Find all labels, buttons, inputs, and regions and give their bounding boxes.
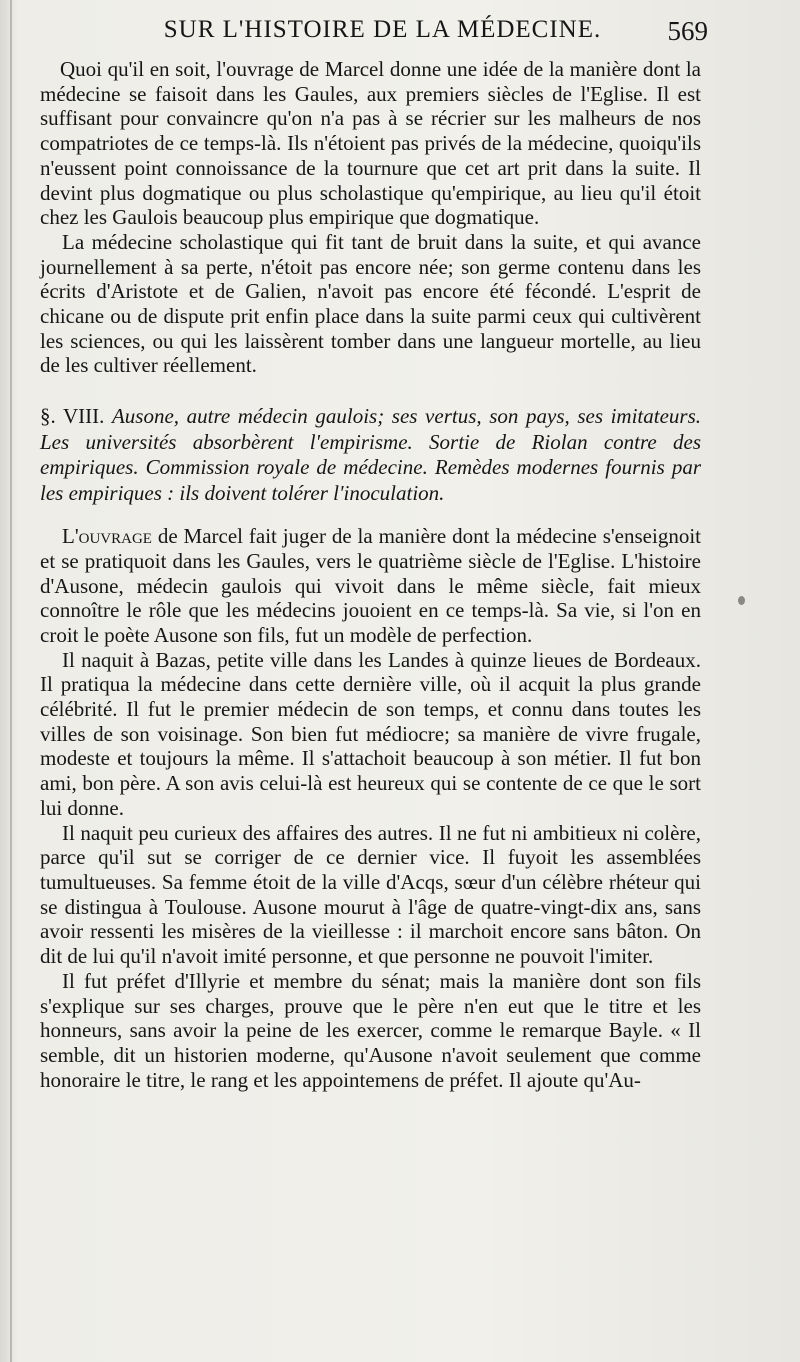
opening-word: L'ouvrage bbox=[62, 524, 152, 549]
paragraph-3 bbox=[40, 524, 701, 648]
paragraph-5: Il naquit peu curieux des affaires des autres. Il ne fut ni ambitieux ni colère, parce qu'il sut se corriger de ce dernier vice. Il fuyoit les assemblées tumultueuses. Sa femme étoit de la ville d'Acqs, sœur d'un célèbre rhéteur qui se distingua à Toulouse. Ausone mourut à l'âge de quatre-vingt-dix ans, sans avoir ressenti les misères de la vieillesse : il marchoit encore sans bâton. On dit de lui qu'il n'avoit imité personne, et que personne ne pouvoit l'imiter. bbox=[40, 820, 701, 969]
section-number: §. VIII. bbox=[40, 404, 105, 429]
section-heading bbox=[40, 404, 701, 506]
paragraph-3-text: de Marcel fait juger de la manière dont la médecine s'enseignoit et se pratiquoit dans les Gaules, vers le quatrième siècle de l'Eglise. L'histoire d'Ausone, médecin gaulois qui vivoit dans le même siècle, fait mieux connoître le rôle que les médecins jouoient en ce temps-là. Sa vie, si l'on en croit le poète Ausone son fils, fut un modèle de perfection. bbox=[40, 524, 701, 647]
paragraph-4: Il naquit à Bazas, petite ville dans les Landes à quinze lieues de Bordeaux. Il pratiqua la médecine dans cette dernière ville, où il acquit la plus grande célébrité. Il fut le premier médecin de son temps, et connu dans toutes les villes de son voisinage. Son bien fut médiocre; sa manière de vivre frugale, modeste et toujours la même. Il s'attachoit beaucoup à son métier. Il fut bon ami, bon père. A son avis celui-là est heureux qui se contente de ce que le sort lui donne. bbox=[40, 647, 701, 820]
scan-edge-shadow bbox=[10, 0, 12, 1362]
paragraph-2: La médecine scholastique qui fit tant de bruit dans la suite, et qui avance journellement à sa perte, n'étoit pas encore née; son germe contenu dans les écrits d'Aristote et de Galien, n'avoit pas encore été fécondé. L'esprit de chicane ou de dispute prit enfin place dans la suite parmi ceux qui cultivèrent les sciences, ou qui les laissèrent tomber dans une langueur mortelle, au lieu de les cultiver réellement. bbox=[40, 229, 701, 378]
section-summary: Ausone, autre médecin gaulois; ses vertus, son pays, ses imitateurs. Les universités absorbèrent l'empirisme. Sortie de Riolan contre des empiriques. Commission royale de médecine. Remèdes modernes fournis par les empiriques : ils doivent tolérer l'inoculation. bbox=[40, 404, 702, 505]
running-header: SUR L'HISTOIRE DE LA MÉDECINE. bbox=[163, 16, 602, 43]
paragraph-1: Quoi qu'il en soit, l'ouvrage de Marcel donne une idée de la manière dont la médecine se faisoit dans les Gaules, aux premiers siècles de l'Eglise. Il est suffisant pour convaincre qu'on n'a pas à se récrier sur les malheurs de nos compatriotes de ce temps-là. Ils n'étoient pas privés de la médecine, quoiqu'ils n'eussent point connoissance de la tournure que cet art prit dans la suite. Il devint plus dogmatique ou plus scholastique qu'empirique, au lieu qu'il étoit chez les Gaulois beaucoup plus empirique que dogmatique. bbox=[40, 57, 701, 230]
page-number: 569 bbox=[667, 16, 708, 46]
page-body bbox=[40, 57, 701, 1092]
paragraph-6: Il fut préfet d'Illyrie et membre du sénat; mais la manière dont son fils s'explique sur ses charges, prouve que le père n'en eut que le titre et les honneurs, sans avoir la peine de les exercer, comme le remarque Bayle. « Il semble, dit un historien moderne, qu'Ausone n'avoit seulement que comme honoraire le titre, le rang et les appointemens de préfet. Il ajoute qu'Au- bbox=[40, 968, 701, 1092]
ink-spot bbox=[738, 596, 745, 605]
